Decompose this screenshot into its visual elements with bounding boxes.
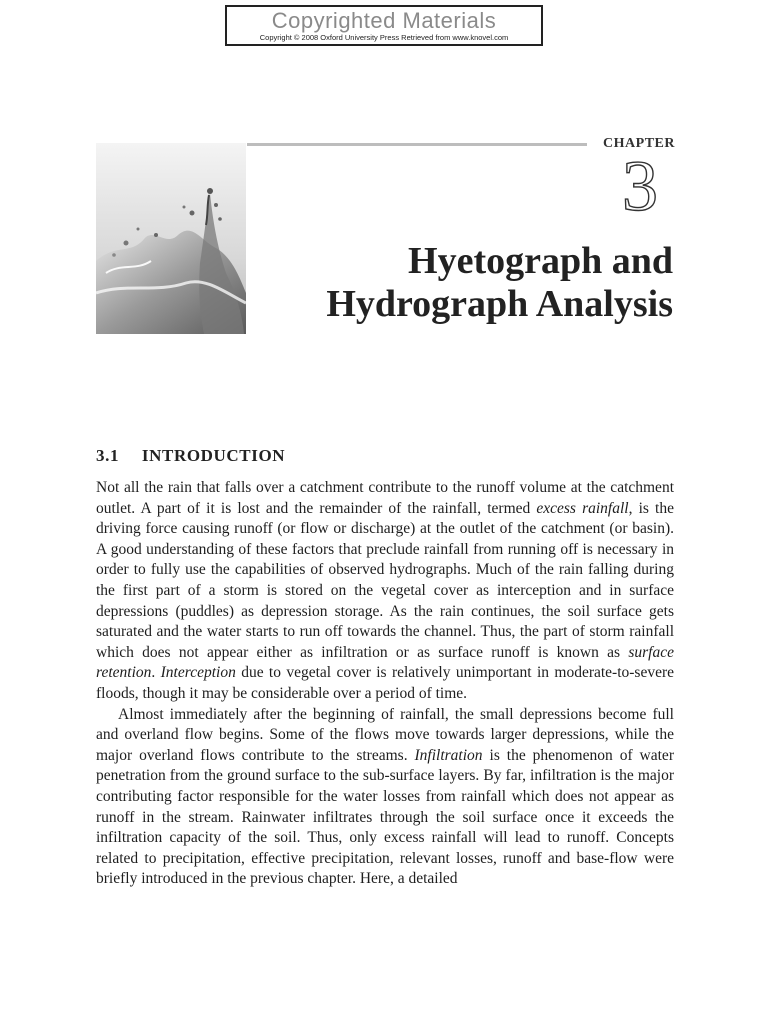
chapter-title xyxy=(326,240,673,326)
chapter-title-line-2: Hydrograph Analysis xyxy=(326,283,673,325)
term-infiltration: Infiltration xyxy=(414,746,483,764)
paragraph-2 xyxy=(96,705,674,890)
term-surface-retention: surface retention xyxy=(96,643,674,682)
paragraph-1-text-b: , is the driving force causing runoff (or flow or discharge) at the outlet of the catchment (or basin). A good understanding of these factors that preclude rainfall from running off is necessary in order to fully use the capabilities of observed hydrographs. Much of the rain falling during the first part of a storm is stored on the vegetal cover as interception and in surface depressions (puddles) as depression storage. As the rain continues, the soil surface gets saturated and the water starts to run off towards the channel. Thus, the part of storm rainfall which does not appear either as infiltration or as surface runoff is known as xyxy=(96,499,674,661)
term-interception: Interception xyxy=(160,664,236,682)
copyright-watermark xyxy=(225,5,543,46)
body-text xyxy=(96,478,674,890)
chapter-rule xyxy=(247,143,587,146)
term-excess-rainfall: excess rainfall xyxy=(536,499,629,517)
paragraph-2-text-a: Almost immediately after the beginning of rainfall, the small depressions become full and overland flow begins. Some of the flows move towards larger depressions, while the major overland flows contribute to the streams. xyxy=(96,705,674,764)
section-number: 3.1 xyxy=(96,446,120,465)
paragraph-1-text-d: due to vegetal cover is relatively unimportant in moderate-to-severe floods, though it may be considerable over a period of time. xyxy=(96,664,675,702)
watermark-title: Copyrighted Materials xyxy=(271,8,497,33)
chapter-title-line-1: Hyetograph and xyxy=(408,240,673,282)
chapter-number: 3 xyxy=(622,146,658,226)
section-heading xyxy=(96,446,285,466)
paragraph-1 xyxy=(96,478,674,705)
section-title: INTRODUCTION xyxy=(141,446,286,465)
chapter-label: CHAPTER xyxy=(603,136,675,151)
water-splash-icon xyxy=(96,143,246,334)
paragraph-1-text-c: . xyxy=(151,664,161,682)
paragraph-1-text-a: Not all the rain that falls over a catchment contribute to the runoff volume at the catchment outlet. A part of it is lost and the remainder of the rainfall, termed xyxy=(96,479,674,517)
paragraph-2-text-b: is the phenomenon of water penetration from the ground surface to the sub-surface layers. By far, infiltration is the major contributing factor responsible for the water losses from rainfall which does not appear as runoff in the stream. Rainwater infiltrates through the soil surface once it exceeds the infiltration capacity of the soil. Thus, only excess rainfall will lead to runoff. Concepts related to precipitation, effective precipitation, relevant losses, runoff and base-flow were briefly introduced in the previous chapter. Here, a detailed xyxy=(96,746,674,888)
watermark-subtitle: Copyright © 2008 Oxford University Press Retrieved from www.knovel.com xyxy=(259,33,509,42)
